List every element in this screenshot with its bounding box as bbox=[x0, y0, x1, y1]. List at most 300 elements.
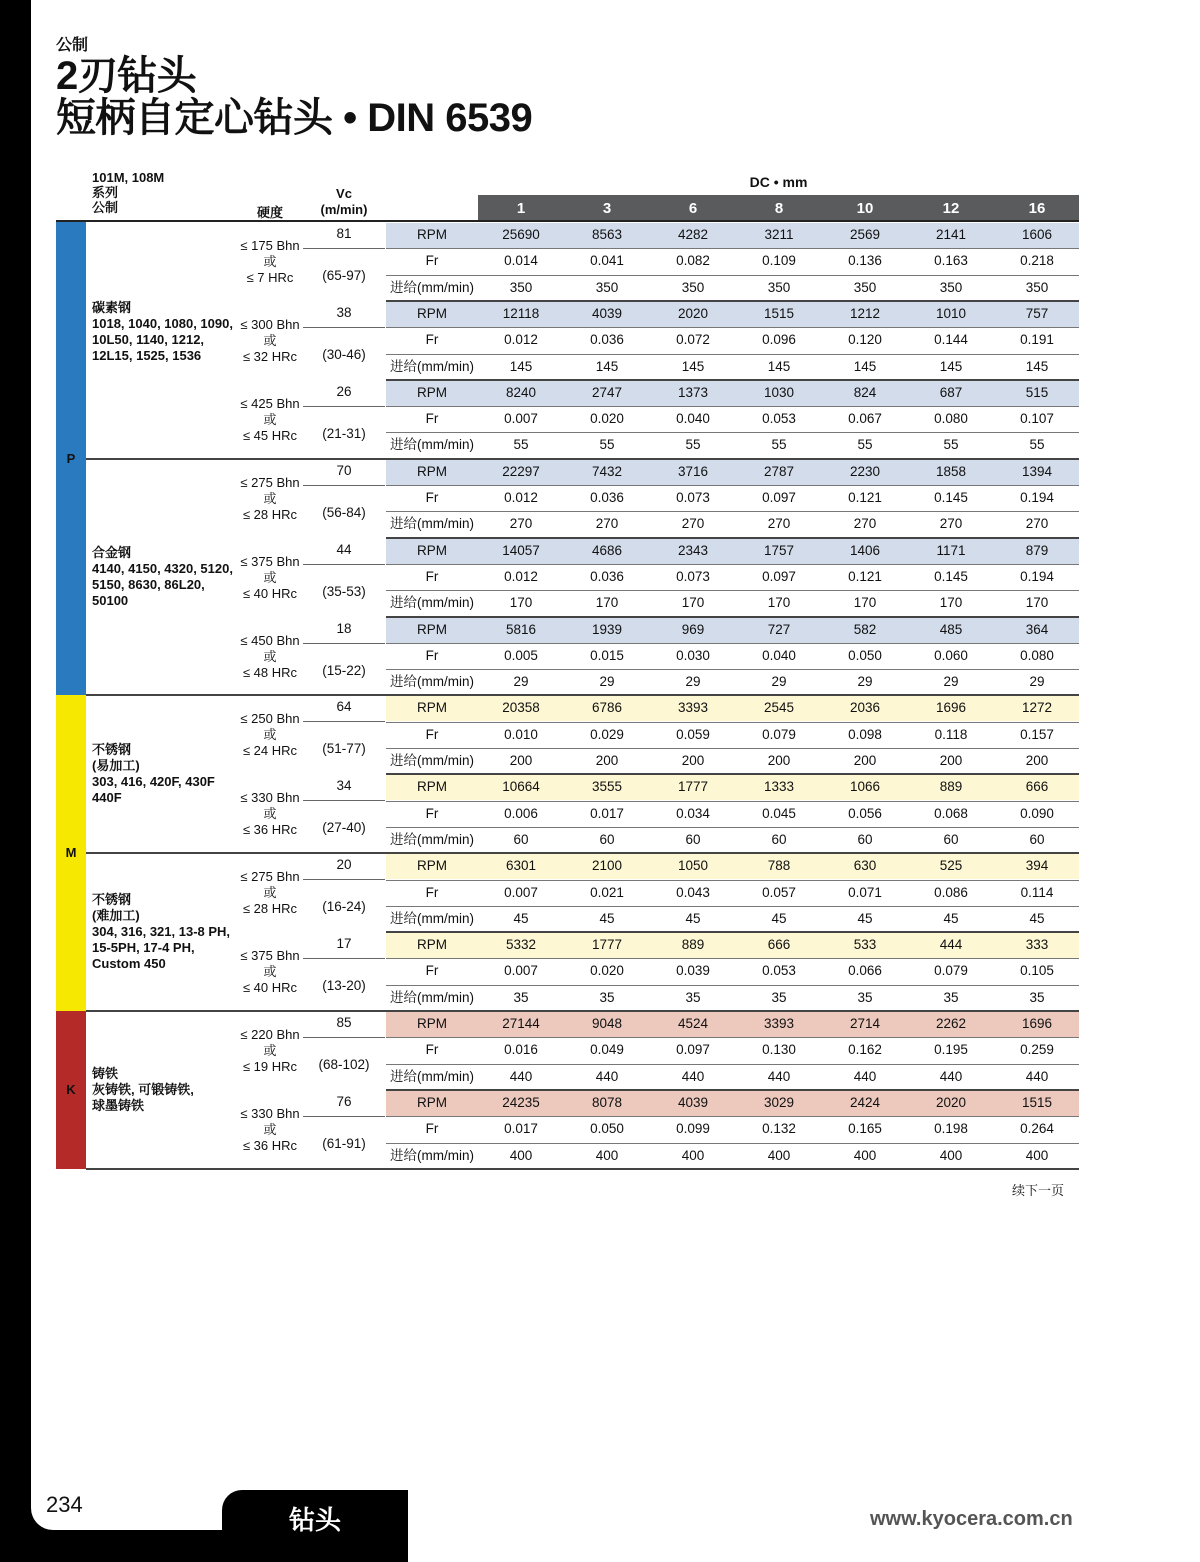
metric-feed: 进给(mm/min) bbox=[390, 831, 474, 847]
cell-rpm: 5816 bbox=[505, 621, 537, 637]
cell-rpm: 333 bbox=[1025, 937, 1049, 953]
cell-fr: 0.145 bbox=[934, 568, 968, 584]
cell-rpm: 2545 bbox=[763, 700, 795, 716]
cell-rpm: 1406 bbox=[849, 542, 881, 558]
cell-feed: 440 bbox=[853, 1068, 877, 1084]
hardness-or: 或 bbox=[263, 490, 277, 506]
cell-fr: 0.041 bbox=[590, 253, 624, 269]
cell-fr: 0.114 bbox=[1020, 884, 1054, 900]
cell-rpm: 1373 bbox=[677, 384, 709, 400]
cell-rpm: 444 bbox=[939, 937, 963, 953]
cell-fr: 0.020 bbox=[590, 963, 624, 979]
cell-rpm: 1696 bbox=[1021, 1016, 1053, 1031]
metric-fr: Fr bbox=[425, 1121, 439, 1137]
hardness-hrc: ≤ 36 HRc bbox=[242, 822, 298, 838]
vc-value: 34 bbox=[336, 778, 352, 794]
cell-fr: 0.057 bbox=[762, 884, 796, 900]
hardness-bhn: ≤ 375 Bhn bbox=[240, 553, 300, 569]
cell-feed: 145 bbox=[767, 358, 791, 374]
metric-feed: 进给(mm/min) bbox=[390, 674, 474, 690]
cell-fr: 0.021 bbox=[590, 884, 624, 900]
hardness-hrc: ≤ 28 HRc bbox=[242, 506, 298, 522]
cell-fr: 0.020 bbox=[590, 411, 624, 427]
vc-range: (68-102) bbox=[318, 1057, 370, 1072]
hardness-bhn: ≤ 220 Bhn bbox=[240, 1027, 300, 1042]
footer-url: www.kyocera.com.cn bbox=[870, 1508, 1073, 1530]
cell-feed: 29 bbox=[513, 674, 529, 690]
cell-rpm: 14057 bbox=[502, 542, 540, 558]
cell-rpm: 27144 bbox=[502, 1016, 540, 1031]
hardness-hrc: ≤ 32 HRc bbox=[242, 348, 298, 364]
metric-fr: Fr bbox=[425, 884, 439, 900]
cell-fr: 0.067 bbox=[848, 411, 882, 427]
cell-fr: 0.036 bbox=[590, 332, 624, 348]
hardness-tick bbox=[303, 564, 385, 565]
material-name-1 bbox=[92, 545, 242, 609]
cell-fr: 0.218 bbox=[1020, 253, 1054, 269]
cell-fr: 0.082 bbox=[676, 253, 710, 269]
hardness-or: 或 bbox=[263, 1043, 277, 1058]
metric-rpm: RPM bbox=[417, 779, 447, 795]
vc-value: 38 bbox=[336, 304, 352, 320]
cell-rpm: 824 bbox=[853, 384, 877, 400]
vc-range: (30-46) bbox=[322, 346, 366, 362]
cell-fr: 0.049 bbox=[590, 1042, 624, 1058]
vc-unit: (m/min) bbox=[320, 202, 368, 217]
cell-fr: 0.059 bbox=[676, 726, 710, 742]
cell-fr: 0.097 bbox=[762, 490, 796, 505]
cell-feed: 45 bbox=[857, 910, 873, 926]
hardness-hrc: ≤ 19 HRc bbox=[242, 1059, 298, 1074]
metric-feed: 进给(mm/min) bbox=[390, 516, 474, 532]
metric-rpm: RPM bbox=[417, 1016, 447, 1031]
cell-feed: 200 bbox=[595, 753, 619, 768]
cell-fr: 0.073 bbox=[676, 490, 710, 505]
cell-rpm: 515 bbox=[1025, 384, 1049, 400]
continued-note: 续下一页 bbox=[1012, 1183, 1065, 1198]
cell-feed: 60 bbox=[857, 831, 873, 847]
cell-feed: 200 bbox=[853, 753, 877, 768]
hardness-tick bbox=[303, 800, 385, 801]
vc-label: Vc bbox=[336, 186, 352, 201]
footer-section-title: 钻头 bbox=[288, 1505, 341, 1535]
cell-rpm: 4039 bbox=[591, 305, 623, 321]
band-letter: K bbox=[66, 1081, 76, 1097]
metric-rpm: RPM bbox=[417, 621, 447, 637]
cell-feed: 60 bbox=[771, 831, 787, 847]
cell-rpm: 24235 bbox=[502, 1094, 540, 1110]
metric-fr: Fr bbox=[425, 411, 439, 427]
footer-white-area bbox=[408, 1490, 1200, 1562]
vc-range: (35-53) bbox=[322, 583, 366, 599]
metric-fr: Fr bbox=[425, 1042, 439, 1058]
cell-rpm: 4039 bbox=[677, 1094, 709, 1110]
hardness-hrc: ≤ 7 HRc bbox=[246, 270, 294, 285]
cell-fr: 0.259 bbox=[1020, 1042, 1054, 1058]
cell-rpm: 1757 bbox=[763, 542, 795, 558]
hardness-bhn: ≤ 330 Bhn bbox=[240, 790, 300, 806]
cell-feed: 29 bbox=[685, 674, 701, 690]
cell-fr: 0.107 bbox=[1020, 411, 1054, 427]
cell-rpm: 1171 bbox=[936, 542, 966, 558]
hardness-tick bbox=[303, 721, 385, 722]
cell-rpm: 3555 bbox=[591, 779, 623, 795]
cell-feed: 55 bbox=[943, 437, 959, 453]
hardness-bhn: ≤ 375 Bhn bbox=[240, 948, 300, 964]
vc-header bbox=[312, 186, 376, 218]
cell-feed: 55 bbox=[685, 437, 701, 453]
cell-feed: 400 bbox=[595, 1147, 619, 1163]
cell-feed: 55 bbox=[771, 437, 787, 453]
cell-rpm: 525 bbox=[939, 858, 963, 874]
cell-fr: 0.121 bbox=[848, 568, 882, 584]
vc-value: 18 bbox=[336, 620, 352, 636]
metric-fr: Fr bbox=[425, 726, 439, 742]
hardness-bhn: ≤ 275 Bhn bbox=[240, 869, 300, 885]
metric-rpm: RPM bbox=[417, 858, 447, 874]
cell-feed: 270 bbox=[939, 516, 963, 532]
cell-fr: 0.079 bbox=[762, 726, 796, 742]
metric-feed: 进给(mm/min) bbox=[390, 989, 474, 1005]
cell-rpm: 8240 bbox=[505, 384, 537, 400]
vc-value: 20 bbox=[336, 857, 352, 873]
hardness-tick bbox=[303, 958, 385, 959]
cell-rpm: 757 bbox=[1025, 305, 1049, 321]
hardness-tick bbox=[303, 248, 385, 249]
vc-value: 44 bbox=[336, 541, 352, 557]
cell-fr: 0.066 bbox=[848, 963, 882, 979]
cell-fr: 0.034 bbox=[676, 805, 710, 821]
material-subtitle: (难加工) bbox=[92, 908, 140, 924]
hardness-or: 或 bbox=[263, 806, 277, 822]
vc-range: (65-97) bbox=[322, 268, 366, 283]
cell-feed: 45 bbox=[685, 910, 701, 926]
cell-feed: 400 bbox=[681, 1147, 705, 1163]
cell-feed: 45 bbox=[513, 910, 529, 926]
cell-feed: 170 bbox=[595, 595, 619, 611]
cell-fr: 0.043 bbox=[676, 884, 710, 900]
hardness-tick bbox=[303, 879, 385, 880]
vc-value: 17 bbox=[336, 936, 352, 952]
metric-feed: 进给(mm/min) bbox=[390, 753, 474, 768]
vc-value: 26 bbox=[336, 383, 352, 399]
cell-fr: 0.050 bbox=[848, 647, 882, 663]
material-title: 铸铁 bbox=[92, 1065, 119, 1081]
cell-feed: 145 bbox=[681, 358, 705, 374]
cell-fr: 0.118 bbox=[934, 726, 968, 742]
cell-fr: 0.060 bbox=[934, 647, 968, 663]
cell-fr: 0.029 bbox=[590, 726, 624, 742]
cell-rpm: 889 bbox=[681, 937, 705, 953]
cell-feed: 350 bbox=[509, 279, 533, 295]
metric-rpm: RPM bbox=[417, 227, 447, 242]
cell-feed: 35 bbox=[857, 989, 873, 1005]
cell-fr: 0.045 bbox=[762, 805, 796, 821]
hardness-bhn: ≤ 275 Bhn bbox=[240, 474, 300, 490]
cell-feed: 400 bbox=[853, 1147, 877, 1163]
hardness-or: 或 bbox=[263, 254, 277, 269]
cell-rpm: 889 bbox=[939, 779, 963, 795]
hardness-bhn: ≤ 330 Bhn bbox=[240, 1105, 300, 1121]
cell-rpm: 1515 bbox=[1021, 1094, 1053, 1110]
cell-fr: 0.194 bbox=[1020, 568, 1054, 584]
hardness-tick bbox=[303, 1116, 385, 1117]
cell-feed: 29 bbox=[1029, 674, 1045, 690]
material-name-3 bbox=[92, 892, 242, 972]
cell-rpm: 2230 bbox=[849, 463, 881, 479]
cell-rpm: 1939 bbox=[591, 621, 623, 637]
vc-value: 81 bbox=[336, 226, 352, 241]
vc-range: (13-20) bbox=[322, 978, 366, 994]
vc-value: 85 bbox=[336, 1015, 352, 1030]
cell-rpm: 879 bbox=[1025, 542, 1049, 558]
vc-range: (56-84) bbox=[322, 504, 366, 520]
cell-rpm: 1066 bbox=[849, 779, 881, 795]
hardness-bhn: ≤ 450 Bhn bbox=[240, 632, 300, 648]
cell-fr: 0.098 bbox=[848, 726, 882, 742]
metric-feed: 进给(mm/min) bbox=[390, 1147, 474, 1163]
hardness-bhn: ≤ 425 Bhn bbox=[240, 395, 300, 411]
metric-feed: 进给(mm/min) bbox=[390, 910, 474, 926]
material-title: 碳素钢 bbox=[92, 300, 132, 316]
cell-fr: 0.017 bbox=[590, 805, 624, 821]
page-number: 234 bbox=[46, 1492, 83, 1517]
hardness-tick bbox=[303, 643, 385, 644]
material-subtitle: 灰铸铁, 可锻铸铁, bbox=[92, 1081, 194, 1097]
cell-feed: 350 bbox=[939, 279, 963, 295]
metric-rpm: RPM bbox=[417, 305, 447, 321]
cell-feed: 35 bbox=[685, 989, 701, 1005]
cell-rpm: 2787 bbox=[763, 463, 795, 479]
cell-rpm: 20358 bbox=[502, 700, 540, 716]
cell-rpm: 2141 bbox=[935, 227, 967, 242]
cell-fr: 0.198 bbox=[934, 1121, 968, 1137]
cell-feed: 170 bbox=[853, 595, 877, 611]
cell-fr: 0.015 bbox=[590, 647, 624, 663]
cell-rpm: 1050 bbox=[677, 858, 709, 874]
hardness-hrc: ≤ 45 HRc bbox=[242, 427, 298, 443]
cell-rpm: 2262 bbox=[935, 1016, 967, 1031]
cell-feed: 270 bbox=[595, 516, 619, 532]
cell-rpm: 8078 bbox=[591, 1094, 623, 1110]
material-divider bbox=[86, 1168, 1079, 1170]
hardness-or: 或 bbox=[263, 411, 277, 427]
cell-rpm: 2343 bbox=[677, 542, 709, 558]
cell-fr: 0.012 bbox=[504, 490, 538, 505]
cell-feed: 60 bbox=[513, 831, 529, 847]
cell-fr: 0.080 bbox=[1020, 647, 1054, 663]
metric-fr: Fr bbox=[425, 647, 439, 663]
cell-rpm: 2100 bbox=[591, 858, 623, 874]
cell-feed: 200 bbox=[767, 753, 791, 768]
cell-fr: 0.030 bbox=[676, 647, 710, 663]
diameter-header-6: 16 bbox=[1028, 200, 1046, 217]
hardness-or: 或 bbox=[263, 727, 277, 743]
cell-fr: 0.195 bbox=[934, 1042, 968, 1058]
cell-rpm: 3029 bbox=[763, 1094, 795, 1110]
cell-fr: 0.056 bbox=[848, 805, 882, 821]
metric-feed: 进给(mm/min) bbox=[390, 1068, 474, 1084]
cell-feed: 35 bbox=[943, 989, 959, 1005]
cell-feed: 440 bbox=[939, 1068, 963, 1084]
page-title: 2刃钻头 bbox=[56, 54, 197, 98]
material-grades: 球墨铸铁 bbox=[92, 1097, 145, 1113]
vc-range: (21-31) bbox=[322, 425, 366, 441]
material-grades: 303, 416, 420F, 430F 440F bbox=[92, 774, 215, 806]
cell-fr: 0.165 bbox=[848, 1121, 882, 1137]
series-label: 系列 bbox=[92, 185, 119, 200]
hardness-tick bbox=[303, 406, 385, 407]
cell-rpm: 2020 bbox=[677, 305, 709, 321]
material-title: 合金钢 bbox=[92, 545, 132, 561]
cell-fr: 0.040 bbox=[762, 647, 796, 663]
cell-rpm: 2714 bbox=[849, 1016, 881, 1031]
metric-fr: Fr bbox=[425, 332, 439, 348]
cell-fr: 0.006 bbox=[504, 805, 538, 821]
cell-feed: 60 bbox=[599, 831, 615, 847]
cell-rpm: 22297 bbox=[502, 463, 540, 479]
cell-feed: 400 bbox=[767, 1147, 791, 1163]
cell-feed: 145 bbox=[1025, 358, 1049, 374]
cell-rpm: 4282 bbox=[677, 227, 709, 242]
cell-rpm: 2424 bbox=[849, 1094, 881, 1110]
cell-feed: 170 bbox=[509, 595, 533, 611]
cell-feed: 55 bbox=[513, 437, 529, 453]
cell-fr: 0.040 bbox=[676, 411, 710, 427]
metric-rpm: RPM bbox=[417, 1094, 447, 1110]
cell-feed: 145 bbox=[853, 358, 877, 374]
cell-fr: 0.097 bbox=[762, 568, 796, 584]
cell-rpm: 5332 bbox=[505, 937, 537, 953]
hardness-hrc: ≤ 40 HRc bbox=[242, 980, 298, 996]
cell-rpm: 666 bbox=[1025, 779, 1049, 795]
metric-fr: Fr bbox=[425, 963, 439, 979]
cell-rpm: 3211 bbox=[764, 227, 794, 242]
material-name-0 bbox=[92, 300, 242, 364]
cell-rpm: 364 bbox=[1025, 621, 1049, 637]
cell-feed: 29 bbox=[857, 674, 873, 690]
cell-feed: 170 bbox=[1025, 595, 1049, 611]
metric-feed: 进给(mm/min) bbox=[390, 358, 474, 374]
cell-rpm: 394 bbox=[1025, 858, 1049, 874]
cell-rpm: 1858 bbox=[935, 463, 967, 479]
metric-feed: 进给(mm/min) bbox=[390, 437, 474, 453]
diameter-header-4: 10 bbox=[856, 200, 874, 217]
cell-fr: 0.162 bbox=[848, 1042, 882, 1058]
cell-fr: 0.005 bbox=[504, 647, 538, 663]
cell-rpm: 630 bbox=[853, 858, 877, 874]
cell-fr: 0.017 bbox=[504, 1121, 538, 1137]
hardness-bhn: ≤ 175 Bhn bbox=[240, 238, 300, 253]
header-kicker: 公制 bbox=[56, 37, 89, 54]
material-grades: 1018, 1040, 1080, 1090, 10L50, 1140, 1212, 12L15, 1525, 1536 bbox=[92, 316, 233, 364]
cell-feed: 35 bbox=[599, 989, 615, 1005]
cell-feed: 350 bbox=[1025, 279, 1049, 295]
cell-fr: 0.012 bbox=[504, 332, 538, 348]
hardness-or: 或 bbox=[263, 885, 277, 901]
diameter-header-5: 12 bbox=[942, 200, 960, 217]
cell-feed: 45 bbox=[1029, 910, 1045, 926]
cell-feed: 170 bbox=[767, 595, 791, 611]
cell-fr: 0.071 bbox=[848, 884, 882, 900]
cell-feed: 270 bbox=[767, 516, 791, 532]
cell-fr: 0.157 bbox=[1020, 726, 1054, 742]
vc-value: 64 bbox=[336, 699, 352, 715]
cell-rpm: 1515 bbox=[763, 305, 795, 321]
diameter-header-1: 3 bbox=[602, 200, 612, 217]
hardness-or: 或 bbox=[263, 332, 277, 348]
series-code: 101M, 108M bbox=[92, 170, 165, 185]
cell-rpm: 3716 bbox=[677, 463, 709, 479]
cell-rpm: 3393 bbox=[677, 700, 709, 716]
cell-fr: 0.194 bbox=[1020, 490, 1054, 505]
material-band-m bbox=[56, 695, 86, 1011]
material-grades: 4140, 4150, 4320, 5120, 5150, 8630, 86L20, 50100 bbox=[92, 561, 233, 609]
cell-feed: 60 bbox=[943, 831, 959, 847]
series-unit: 公制 bbox=[92, 200, 119, 215]
cell-feed: 350 bbox=[681, 279, 705, 295]
cell-feed: 55 bbox=[1029, 437, 1045, 453]
cell-fr: 0.073 bbox=[676, 568, 710, 584]
cell-feed: 145 bbox=[595, 358, 619, 374]
hardness-or: 或 bbox=[263, 569, 277, 585]
material-grades: 304, 316, 321, 13-8 PH, 15-5PH, 17-4 PH, Custom 450 bbox=[92, 924, 231, 972]
cell-fr: 0.072 bbox=[676, 332, 710, 348]
cell-feed: 440 bbox=[681, 1068, 705, 1084]
cell-feed: 145 bbox=[939, 358, 963, 374]
cell-rpm: 4524 bbox=[677, 1016, 709, 1031]
material-name-4 bbox=[92, 1066, 242, 1114]
cell-fr: 0.096 bbox=[762, 332, 796, 348]
cell-feed: 400 bbox=[509, 1147, 533, 1163]
cell-feed: 55 bbox=[857, 437, 873, 453]
cell-feed: 45 bbox=[599, 910, 615, 926]
vc-range: (61-91) bbox=[322, 1135, 366, 1151]
material-band-k bbox=[56, 1011, 86, 1169]
cell-feed: 55 bbox=[599, 437, 615, 453]
cell-fr: 0.079 bbox=[934, 963, 968, 979]
cell-fr: 0.050 bbox=[590, 1121, 624, 1137]
cell-fr: 0.007 bbox=[504, 963, 538, 979]
page-subtitle: 短柄自定心钻头 • DIN 6539 bbox=[56, 96, 533, 140]
cell-rpm: 727 bbox=[767, 621, 791, 637]
cell-feed: 270 bbox=[681, 516, 705, 532]
band-letter: M bbox=[65, 845, 77, 861]
cell-rpm: 1212 bbox=[849, 305, 881, 321]
series-header bbox=[92, 170, 164, 215]
cell-feed: 145 bbox=[509, 358, 533, 374]
cell-rpm: 2569 bbox=[849, 227, 881, 242]
cell-rpm: 9048 bbox=[591, 1016, 623, 1031]
cell-feed: 200 bbox=[939, 753, 963, 768]
cell-rpm: 4686 bbox=[591, 542, 623, 558]
cell-fr: 0.016 bbox=[504, 1042, 538, 1058]
hardness-hrc: ≤ 36 HRc bbox=[242, 1137, 298, 1153]
cell-fr: 0.036 bbox=[590, 568, 624, 584]
cell-feed: 200 bbox=[1025, 753, 1049, 768]
vc-range: (16-24) bbox=[322, 899, 366, 915]
cell-fr: 0.136 bbox=[848, 253, 882, 269]
band-letter: P bbox=[66, 450, 76, 466]
metric-feed: 进给(mm/min) bbox=[390, 279, 474, 295]
hardness-or: 或 bbox=[263, 1121, 277, 1137]
cell-feed: 270 bbox=[853, 516, 877, 532]
cell-fr: 0.053 bbox=[762, 963, 796, 979]
cell-fr: 0.053 bbox=[762, 411, 796, 427]
cell-fr: 0.144 bbox=[934, 332, 968, 348]
cell-feed: 440 bbox=[595, 1068, 619, 1084]
cell-feed: 400 bbox=[1025, 1147, 1049, 1163]
